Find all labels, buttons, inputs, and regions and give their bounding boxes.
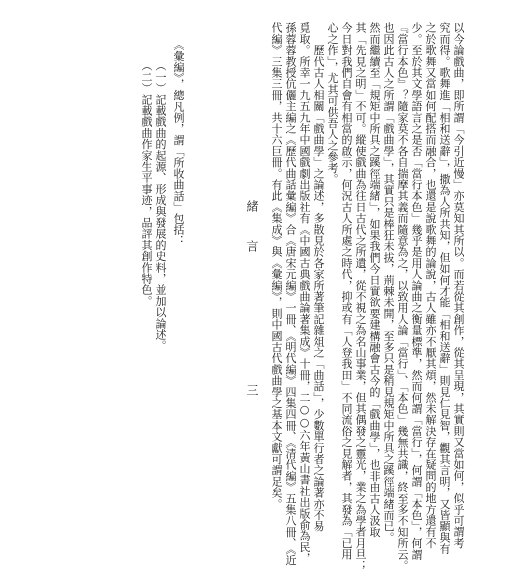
body-column: 孫蓉蓉教授伉儷主編之《歷代曲話彙編》合《唐宋元編》一冊、《明代編》四集四冊、《清代編》五集八冊、《近 [284,22,297,566]
body-column: 《彙編》，總凡例，謂「所收曲話」包括： [172,22,185,247]
body-column: 今日對我們自會有相當的啟示，何況古人所處之時代，抑或有「人登我田」不同流俗之見解者，其發為「已用 [340,22,353,560]
body-column: 歷代古人相關「戲曲學」之論述，多散見於各家所著筆記雜俎之「曲話」，少數單行者之論著亦不易 [312,22,325,532]
page-number: 三 [245,384,259,397]
body-column: 以今論戲曲，即所謂「今引近慢」亦莫知其所以。而若從其創作，從其呈現，其實則又當如何，似乎可謂考 [452,22,465,549]
body-column: 之於歌舞又當如何配搭而融合，也還是說歌舞的論說，古人雖亦不厭其煩，然未解決存在疑問的地方還有不 [424,22,437,549]
body-column: 心之作」，尤其可供吾人之參考。 [326,22,339,185]
running-header-title: 緒 言 [245,200,259,260]
body-column: 『當行本色』？隨家莫不各自揣摩其義而隨意為之，以致用人論「當行」、「本色」幾無共識，終至多不知所云。 [396,22,409,571]
body-column: 然而繼續至「規矩中所具之蹊徑端緒」，如果我們今日實欲要建構融會古今的「戲曲學」，也非由古人汲取 [368,22,381,538]
body-column: 覓取。所幸一九五九年中國戲劇出版社有《中國古典戲曲論著集成》十冊，二○○六年黃山書社出版俞為民， [298,22,311,564]
body-column: 也因此古人之所謂「戲曲學」，其實只是棒狂未拔，荊棘未開，至多只是稍見規矩中所具之蹊徑端緒而已。 [382,22,395,543]
body-column: 少。至於其文學語言之是否「當行本色」幾乎是用人論曲之衡量標準，然而何謂「當行」，何謂「本色」，何謂 [410,22,423,560]
list-item: （一）記載戲曲的起源、形成與發展的史料，並加以論述。 [154,60,167,352]
body-column: 其「先見之明」不可。縱使戲曲為往日古代之所遺，從不視之為名山事業，但其偶發之靈光，業之為學者月旦； [354,22,367,571]
body-column: 究而得。歌舞進「相和送辭」，撒為人所共知，但如何才能「相和送辭」則見仁見智，觀其言明，又皆顯與有 [438,22,451,555]
body-column: 代編》三集三冊，共十六巨冊。有此《集成》與《彙編》，則中國古代戲曲學之基本文獻可謂足矣。 [270,22,283,510]
list-item: （二）記載戲曲作家生平事迹，品評其創作特色。 [140,60,153,307]
